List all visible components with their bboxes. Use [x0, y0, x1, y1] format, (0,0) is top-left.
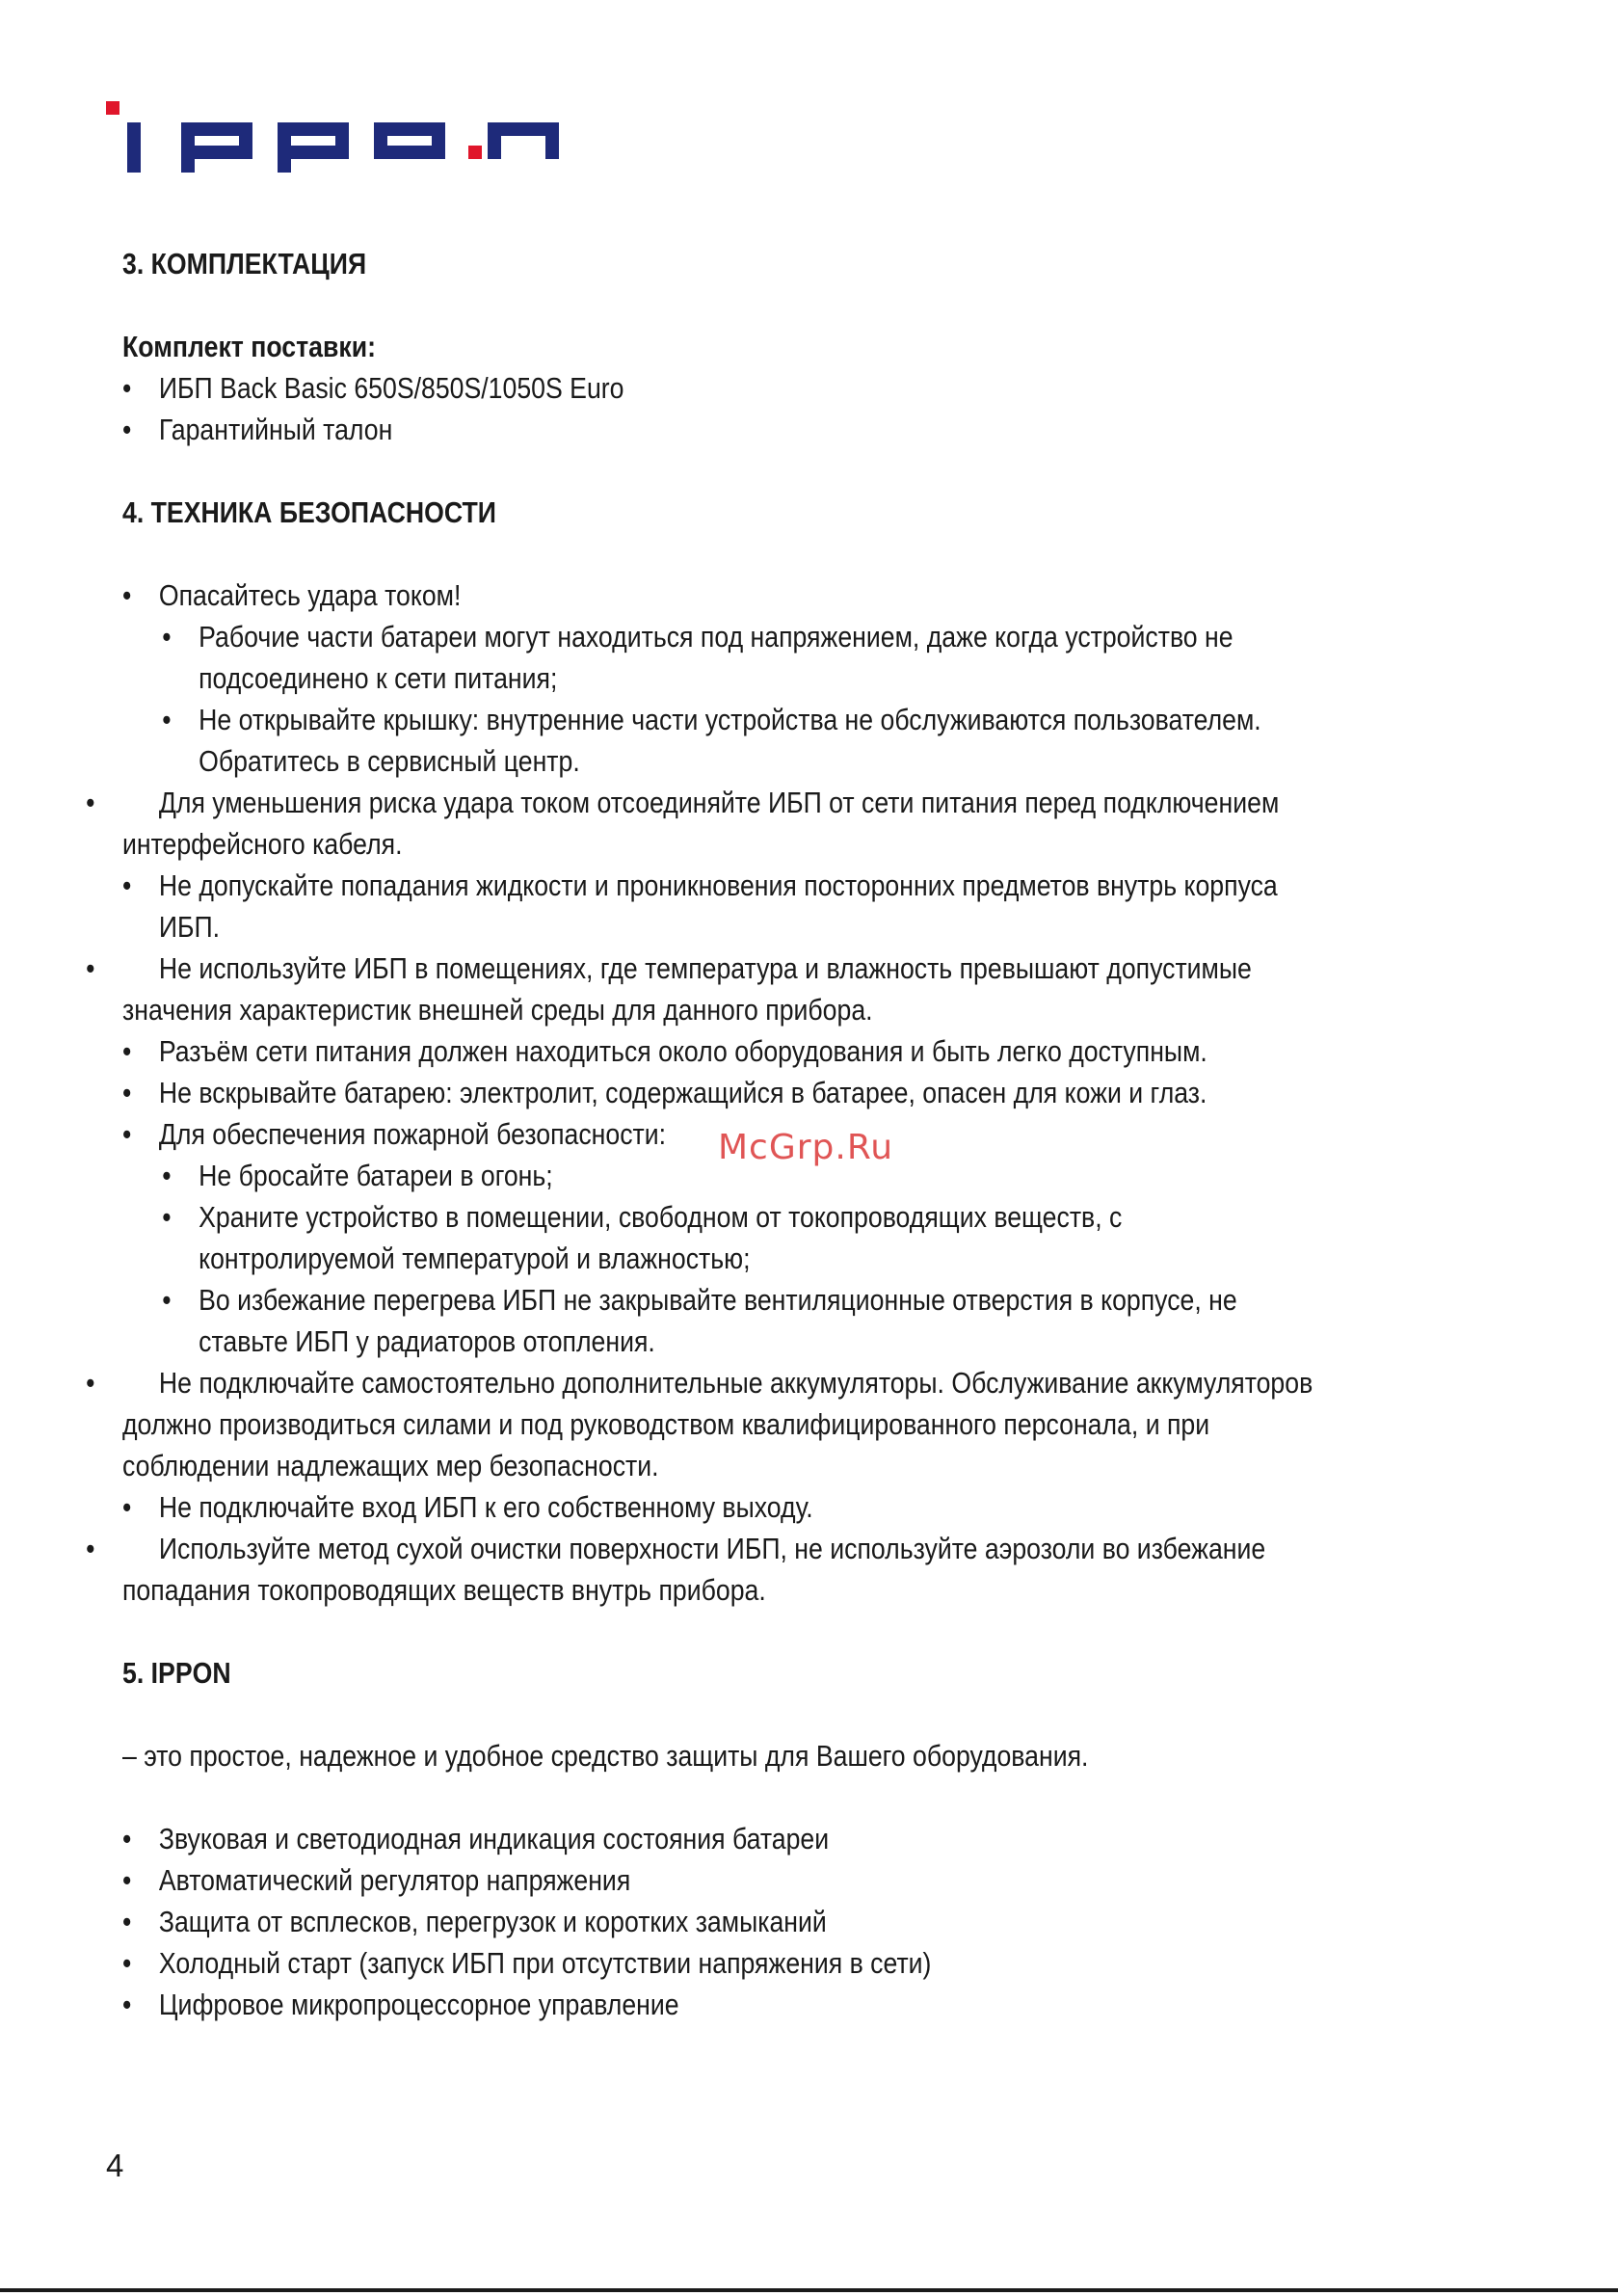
list-item: • Защита от всплесков, перегрузок и коротких замыканий: [122, 1901, 1315, 1942]
list-item: • Звуковая и светодиодная индикация состояния батареи: [122, 1818, 1315, 1859]
list-item: • Не подключайте самостоятельно дополнительные аккумуляторы. Обслуживание аккумуляторов должно производиться силами и под руководством квалифицированного персонала, и при соблюдении надлежащих мер безопасности.: [86, 1366, 1313, 1482]
ippon-logo: [106, 101, 559, 180]
section3-title: 3. КОМПЛЕКТАЦИЯ: [122, 247, 367, 280]
list-item: • Не подключайте вход ИБП к его собственному выходу.: [122, 1486, 1315, 1528]
section5-title: 5. IPPON: [122, 1656, 231, 1690]
list-item: • Не вскрывайте батарею: электролит, содержащийся в батарее, опасен для кожи и глаз.: [122, 1072, 1315, 1113]
list-item: • Не допускайте попадания жидкости и проникновения посторонних предметов внутрь корпуса ИБП.: [122, 865, 1315, 948]
section3-subtitle: Комплект поставки:: [122, 330, 376, 363]
list-item: • Разъём сети питания должен находиться около оборудования и быть легко доступным.: [122, 1030, 1315, 1072]
list-item: • Для уменьшения риска удара током отсоединяйте ИБП от сети питания перед подключением интерфейсного кабеля.: [86, 786, 1280, 861]
bottom-rule: [0, 2288, 1618, 2292]
list-item: • ИБП Back Basic 650S/850S/1050S Euro: [122, 367, 1315, 409]
list-item: • Автоматический регулятор напряжения: [122, 1859, 1315, 1901]
list-item: • Для обеспечения пожарной безопасности:: [122, 1113, 1315, 1155]
sub-list-item: • Не открывайте крышку: внутренние части устройства не обслуживаются пользователем. Обратитесь в сервисный центр.: [122, 699, 1315, 782]
list-item: • Цифровое микропроцессорное управление: [122, 1984, 1315, 2025]
sub-list-item: • Рабочие части батареи могут находиться под напряжением, даже когда устройство не подсоединено к сети питания;: [122, 616, 1315, 699]
section4-title: 4. ТЕХНИКА БЕЗОПАСНОСТИ: [122, 495, 496, 529]
list-item: • Используйте метод сухой очистки поверхности ИБП, не используйте аэрозоли во избежание попадания токопроводящих веществ внутрь прибора.: [86, 1532, 1266, 1607]
sub-list-item: • Храните устройство в помещении, свободном от токопроводящих веществ, с контролируемой температурой и влажностью;: [122, 1196, 1315, 1279]
sub-list-item: • Во избежание перегрева ИБП не закрывайте вентиляционные отверстия в корпусе, не ставьте ИБП у радиаторов отопления.: [122, 1279, 1315, 1362]
list-item: • Опасайтесь удара током!: [122, 574, 1315, 616]
section5-intro: – это простое, надежное и удобное средство защиты для Вашего оборудования.: [122, 1739, 1089, 1773]
list-item: • Гарантийный талон: [122, 409, 1315, 450]
sub-list-item: • Не бросайте батареи в огонь;: [122, 1155, 1315, 1196]
page-number: 4: [106, 2148, 124, 2183]
list-item: • Не используйте ИБП в помещениях, где температура и влажность превышают допустимые значения характеристик внешней среды для данного прибора.: [86, 951, 1252, 1027]
list-item: • Холодный старт (запуск ИБП при отсутствии напряжения в сети): [122, 1942, 1315, 1984]
watermark: McGrp.Ru: [718, 1128, 894, 1167]
